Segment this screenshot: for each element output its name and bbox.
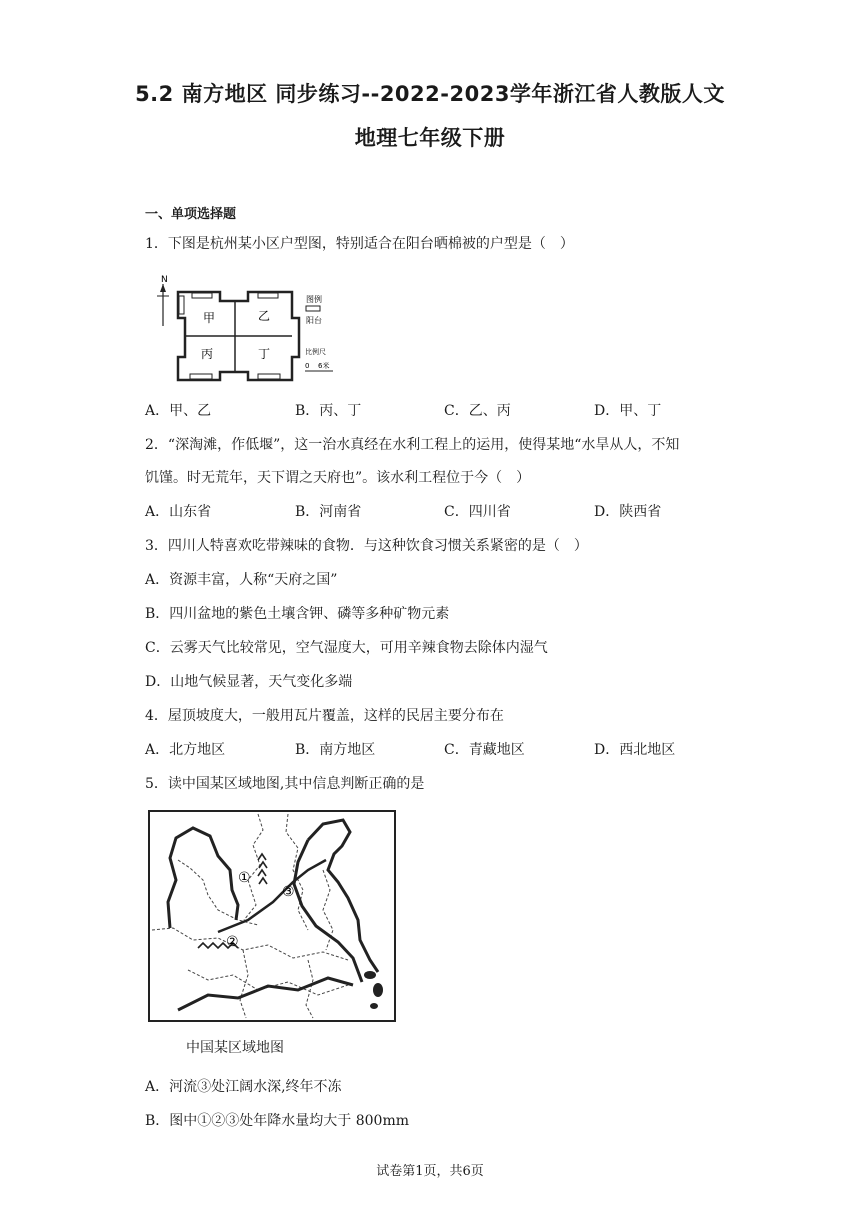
scale-zero: 0: [305, 362, 310, 370]
q2-option-d: D．陕西省: [594, 504, 662, 520]
map-marker-1: ①: [238, 870, 251, 886]
floor-plan-figure: [155, 268, 340, 386]
unit-bing-label: 丙: [201, 347, 214, 361]
scale-title: 比例尺: [305, 348, 326, 356]
q1-option-b: B．丙、丁: [295, 403, 362, 419]
q1-option-a: A．甲、乙: [145, 403, 212, 419]
region-map-figure: [148, 810, 396, 1022]
legend-balcony-swatch: [306, 306, 320, 311]
document-title-line2: 地理七年级下册: [354, 126, 506, 150]
q3-option-a: A．资源丰富，人称“天府之国”: [145, 572, 338, 588]
document-title-line1: 5.2 南方地区 同步练习--2022-2023学年浙江省人教版人文: [135, 82, 725, 106]
q4-option-a: A．北方地区: [145, 742, 226, 758]
map-caption: 中国某区域地图: [186, 1040, 284, 1056]
unit-jia-label: 甲: [203, 311, 216, 325]
unit-ding-label: 丁: [258, 347, 271, 361]
q2-option-c: C．四川省: [444, 504, 511, 520]
legend-title: 图例: [306, 295, 322, 304]
scale-value: 6米: [318, 362, 330, 370]
q1-option-d: D．甲、丁: [594, 403, 662, 419]
question-3-stem: 3．四川人特喜欢吃带辣味的食物．与这种饮食习惯关系紧密的是（ ）: [145, 538, 588, 554]
q4-option-b: B．南方地区: [295, 742, 376, 758]
question-1-stem: 1．下图是杭州某小区户型图，特别适合在阳台晒棉被的户型是（ ）: [145, 236, 574, 252]
unit-yi-label: 乙: [258, 309, 271, 323]
q3-option-b: B．四川盆地的紫色土壤含钾、磷等多种矿物元素: [145, 606, 450, 622]
q4-option-c: C．青藏地区: [444, 742, 525, 758]
q3-option-c: C．云雾天气比较常见，空气湿度大，可用辛辣食物去除体内湿气: [145, 640, 548, 656]
map-marker-3: ③: [282, 884, 295, 900]
q3-option-d: D．山地气候显著，天气变化多端: [145, 674, 353, 690]
legend-balcony-label: 阳台: [306, 316, 322, 325]
page-footer: 试卷第1页，共6页: [376, 1164, 484, 1179]
q5-option-a: A．河流③处江阔水深,终年不冻: [145, 1079, 342, 1095]
question-4-stem: 4．屋顶坡度大，一般用瓦片覆盖，这样的民居主要分布在: [145, 708, 504, 724]
section-heading: 一、单项选择题: [145, 207, 237, 222]
question-5-stem: 5．读中国某区域地图,其中信息判断正确的是: [145, 776, 425, 792]
north-label: N: [161, 275, 168, 285]
north-arrow-icon: [157, 275, 169, 326]
q4-option-d: D．西北地区: [594, 742, 676, 758]
q5-option-b: B．图中①②③处年降水量均大于 800mm: [145, 1113, 410, 1129]
question-2-stem-line2: 饥馑。时无荒年，天下谓之天府也”。该水利工程位于今（ ）: [145, 470, 531, 486]
map-marker-2: ②: [226, 934, 239, 950]
q2-option-a: A．山东省: [145, 504, 212, 520]
q1-option-c: C．乙、丙: [444, 403, 511, 419]
q2-option-b: B．河南省: [295, 504, 362, 520]
question-2-stem-line1: 2．“深淘滩，作低堰”，这一治水真经在水利工程上的运用，使得某地“水旱从人，不知: [145, 437, 680, 453]
